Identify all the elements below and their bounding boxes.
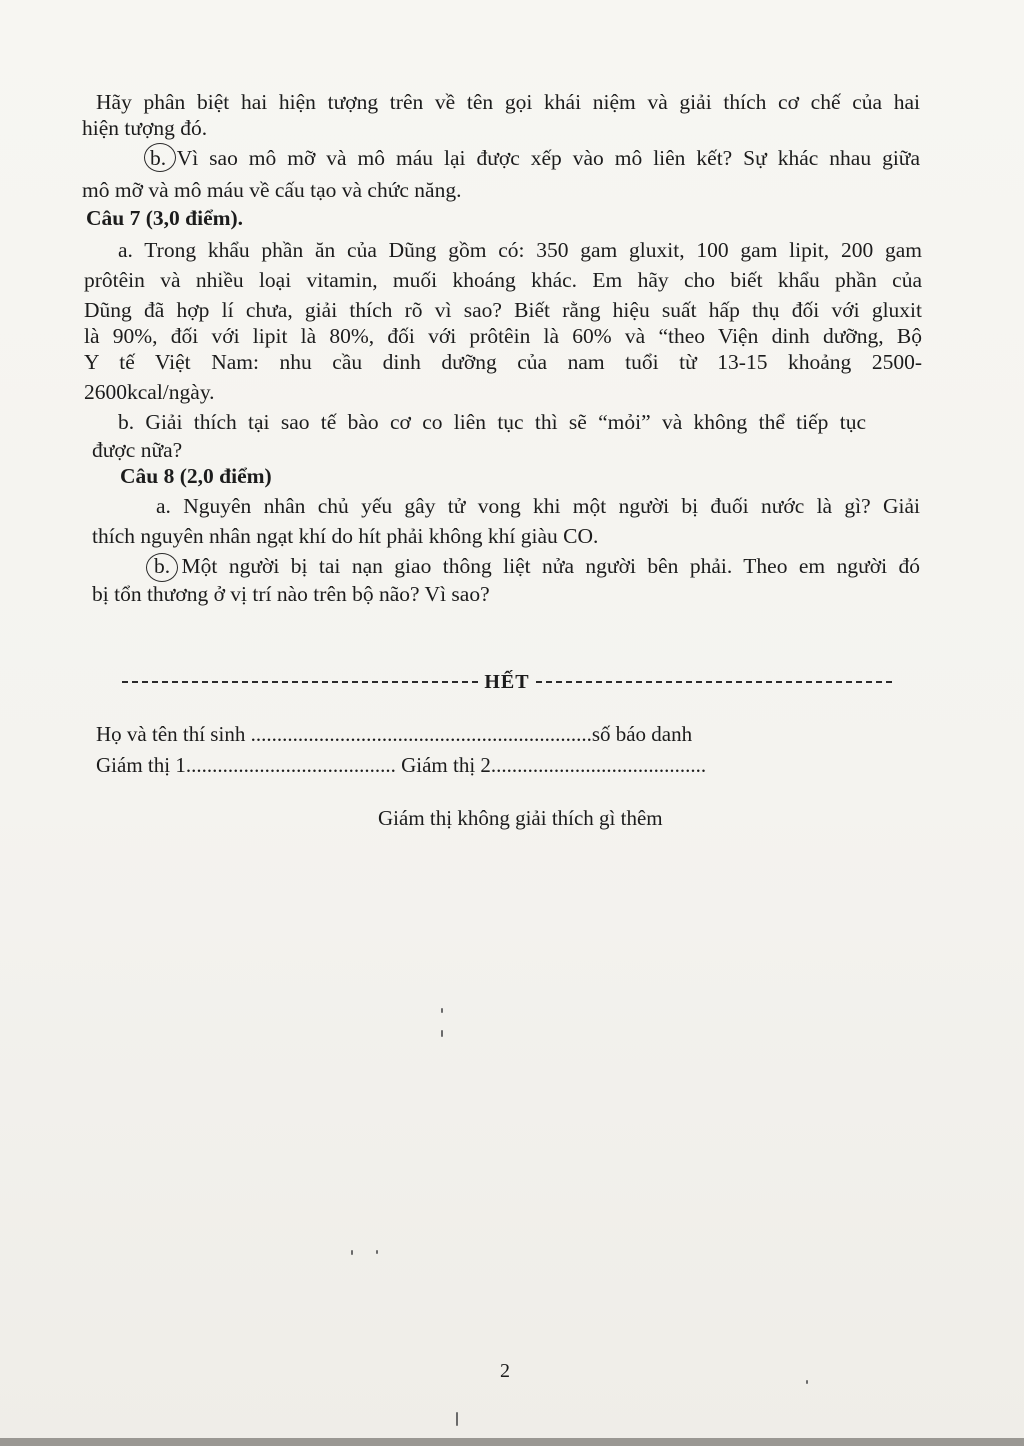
q8-line-1: a. Nguyên nhân chủ yếu gây tử vong khi một người bị đuối nước là gì? Giải <box>156 494 920 518</box>
end-separator <box>122 670 892 694</box>
q7-line-1: a. Trong khẩu phần ăn của Dũng gồm có: 350 gam gluxit, 100 gam lipit, 200 gam <box>118 238 922 262</box>
q7-line-8: được nữa? <box>92 438 183 462</box>
paper-speck <box>456 1412 458 1426</box>
question-7-heading: Câu 7 (3,0 điểm). <box>86 206 244 230</box>
q8-line-4: bị tổn thương ở vị trí nào trên bộ não? Vì sao? <box>92 582 490 606</box>
intro-line-1: Hãy phân biệt hai hiện tượng trên về tên gọi khái niệm và giải thích cơ chế của hai <box>96 90 920 114</box>
paper-speck <box>806 1380 808 1384</box>
separator-dashes-right <box>536 681 892 683</box>
scan-bottom-edge <box>0 1438 1024 1446</box>
q8-line-2: thích nguyên nhân ngạt khí do hít phải không khí giàu CO. <box>92 524 599 548</box>
proctor-note: Giám thị không giải thích gì thêm <box>378 806 663 830</box>
q7-line-7: b. Giải thích tại sao tế bào cơ co liên tục thì sẽ “mỏi” và không thể tiếp tục <box>118 410 866 434</box>
question-8-heading: Câu 8 (2,0 điểm) <box>120 464 272 488</box>
q7-line-5: Y tế Việt Nam: nhu cầu dinh dưỡng của nam tuổi từ 13-15 khoảng 2500- <box>84 350 922 374</box>
separator-dashes-left <box>122 681 478 683</box>
q7-line-3: Dũng đã hợp lí chưa, giải thích rõ vì sao? Biết rằng hiệu suất hấp thụ đối với gluxit <box>84 298 922 322</box>
q7-line-6: 2600kcal/ngày. <box>84 380 215 404</box>
proctor-line: Giám thị 1........................................ Giám thị 2......................................... <box>96 753 707 777</box>
intro-line-2: hiện tượng đó. <box>82 116 208 140</box>
q7-line-4: là 90%, đối với lipit là 80%, đối với prôtêin là 60% và “theo Viện dinh dưỡng, Bộ <box>84 324 922 348</box>
q6b-line-1: b. Vì sao mô mỡ và mô máu lại được xếp vào mô liên kết? Sự khác nhau giữa <box>150 146 920 170</box>
paper-speck <box>441 1008 443 1013</box>
q6b-line-2: mô mỡ và mô máu về cấu tạo và chức năng. <box>82 178 462 202</box>
q8-line-3: b. Một người bị tai nạn giao thông liệt nửa người bên phải. Theo em người đó <box>154 554 920 578</box>
paper-speck <box>351 1250 353 1255</box>
paper-speck <box>441 1030 443 1037</box>
candidate-info-line: Họ và tên thí sinh .................................................................số báo danh <box>96 722 693 746</box>
page-number: 2 <box>500 1360 510 1382</box>
paper-speck <box>376 1250 378 1254</box>
end-mark: HẾT <box>484 670 530 693</box>
q7-line-2: prôtêin và nhiều loại vitamin, muối khoáng khác. Em hãy cho biết khẩu phần của <box>84 268 922 292</box>
